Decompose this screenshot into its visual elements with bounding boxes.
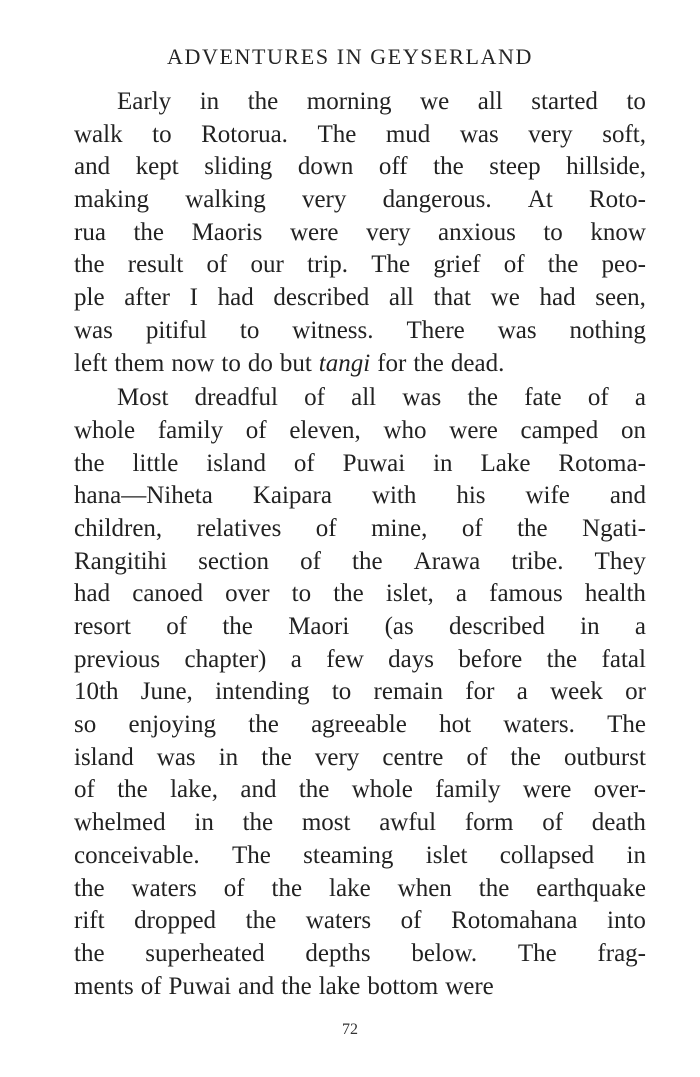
word: in	[194, 809, 214, 837]
word: to	[626, 88, 646, 115]
word: were	[522, 776, 572, 804]
word: remain	[373, 678, 443, 706]
word: outburst	[563, 743, 646, 771]
word: when	[397, 874, 452, 902]
word: for	[377, 349, 407, 377]
word: the	[467, 384, 498, 412]
word: the	[242, 809, 274, 837]
word: a	[455, 580, 468, 608]
text-line	[74, 774, 646, 807]
text-line	[74, 938, 646, 971]
word: in	[580, 613, 600, 640]
word: a	[634, 384, 646, 412]
word: the	[245, 907, 277, 935]
word: the	[74, 874, 105, 902]
word: the	[517, 514, 548, 542]
word: very	[314, 743, 360, 771]
word: witness.	[292, 316, 374, 344]
word: Early	[117, 88, 172, 115]
word: to	[543, 218, 563, 246]
word: rift	[74, 907, 105, 935]
word: very	[301, 186, 347, 214]
word: the	[74, 939, 105, 967]
word: all	[388, 284, 414, 312]
word: below.	[411, 939, 478, 967]
word: of	[466, 743, 488, 771]
word: of	[206, 251, 228, 279]
word: morning	[306, 88, 392, 115]
word: that	[433, 284, 472, 312]
word: mine,	[371, 514, 428, 542]
word: was	[402, 384, 442, 412]
text-line	[74, 382, 646, 415]
word: There	[406, 316, 465, 344]
word: our	[250, 251, 284, 279]
body-text	[74, 86, 646, 1003]
word: ple	[74, 284, 105, 312]
text-line	[74, 151, 646, 184]
text-line	[74, 971, 646, 1004]
word: lake	[329, 874, 371, 902]
word: famous	[489, 580, 563, 608]
text-line	[74, 742, 646, 775]
word: I	[189, 284, 198, 312]
word: fate	[524, 384, 562, 412]
word: Roto-	[588, 186, 646, 214]
word: off	[378, 153, 408, 181]
word: whelmed	[74, 809, 166, 837]
word: enjoying	[128, 711, 216, 739]
word: so	[74, 711, 97, 739]
word: to	[239, 316, 260, 344]
word: June,	[140, 678, 193, 706]
word: of	[587, 384, 609, 412]
word: walk	[74, 120, 123, 148]
word: waters	[131, 874, 197, 902]
word: They	[594, 547, 646, 575]
word: and	[240, 776, 277, 804]
word: of	[400, 907, 422, 935]
word: all	[477, 88, 503, 115]
word: chapter)	[184, 645, 267, 673]
word: was	[459, 120, 499, 148]
word: dropped	[134, 907, 217, 935]
word: 10th	[74, 678, 119, 706]
word: mud	[385, 120, 431, 148]
word: Maori	[288, 613, 350, 640]
word: frag-	[597, 939, 646, 967]
word: of	[74, 776, 95, 804]
word: whole	[351, 776, 413, 804]
word: bottom	[367, 972, 439, 1000]
text-line	[74, 840, 646, 873]
word: awful	[379, 809, 437, 837]
word: in	[626, 841, 646, 869]
word: depths	[305, 939, 371, 967]
word: of	[245, 416, 267, 444]
page-number: 72	[342, 1021, 358, 1038]
word: few	[326, 645, 364, 673]
word: Most	[117, 384, 169, 412]
word: steep	[489, 153, 541, 181]
word: agreeable	[311, 711, 407, 739]
word: children,	[74, 514, 163, 542]
word: of	[140, 972, 162, 1000]
word: the	[247, 88, 279, 115]
word: a	[516, 678, 528, 706]
word: and	[238, 972, 275, 1000]
word: of	[293, 449, 315, 477]
word: camped	[520, 416, 599, 444]
word: down	[297, 153, 354, 181]
text-line	[74, 86, 646, 119]
word: had	[539, 284, 576, 312]
word: health	[584, 580, 646, 608]
word: The	[231, 841, 271, 869]
word: lake,	[170, 776, 218, 804]
word: left	[74, 349, 108, 377]
word: previous	[74, 645, 161, 673]
word: Rotomahana	[451, 907, 578, 935]
word: the	[74, 251, 105, 279]
word: after	[124, 284, 170, 312]
word: we	[490, 284, 520, 312]
word: of	[223, 874, 245, 902]
word: wife	[525, 482, 570, 510]
word: now	[171, 349, 215, 377]
word: had	[74, 580, 111, 608]
word: sliding	[204, 153, 273, 181]
word: resort	[74, 613, 131, 640]
text-line	[74, 119, 646, 152]
text-line	[74, 282, 646, 315]
word: of	[503, 251, 525, 279]
text-line	[74, 611, 646, 644]
running-head: ADVENTURES IN GEYSERLAND	[167, 44, 533, 69]
word: tribe.	[511, 547, 564, 575]
text-line	[74, 217, 646, 250]
word: At	[527, 186, 553, 214]
word: to	[221, 349, 241, 377]
word: result	[127, 251, 184, 279]
word: relatives	[196, 514, 282, 542]
word: Puwai	[342, 449, 406, 477]
word: peo-	[601, 251, 646, 279]
word: the	[478, 874, 510, 902]
word: the	[261, 743, 292, 771]
text-line	[74, 676, 646, 709]
word: intending	[215, 678, 310, 706]
word: The	[517, 939, 557, 967]
word: the	[117, 776, 148, 804]
word: and	[609, 482, 646, 510]
word: hana—Niheta	[74, 482, 213, 510]
text-line	[74, 546, 646, 579]
text-line	[74, 709, 646, 742]
word: nothing	[569, 316, 646, 344]
word: Kaipara	[252, 482, 332, 510]
word: steaming	[303, 841, 394, 869]
word: but	[279, 349, 312, 377]
word: seen,	[595, 284, 646, 312]
word: the	[433, 153, 464, 181]
word: of	[304, 384, 325, 412]
word: in	[218, 743, 239, 771]
word: the	[298, 776, 330, 804]
word: do	[247, 349, 273, 377]
word: had	[217, 284, 254, 312]
word: making	[74, 186, 149, 214]
text-line	[74, 415, 646, 448]
text-line	[74, 448, 646, 481]
word: islet	[425, 841, 468, 869]
word: the	[248, 711, 279, 739]
word: earthquake	[536, 874, 646, 902]
word: ments	[74, 972, 134, 1000]
word: days	[388, 645, 434, 673]
word: in	[199, 88, 220, 115]
word: and	[74, 153, 111, 181]
word: Arawa	[413, 547, 481, 575]
word: to	[152, 120, 172, 148]
word: his	[456, 482, 486, 510]
word: were	[449, 416, 498, 444]
word: was	[156, 743, 196, 771]
word: for	[465, 678, 495, 706]
word: was	[497, 316, 537, 344]
word: all	[351, 384, 377, 412]
text-line	[74, 644, 646, 677]
text-line	[74, 578, 646, 611]
word: Puwai	[168, 972, 232, 1000]
word: soft,	[602, 120, 646, 148]
word: very	[528, 120, 573, 148]
word: island	[74, 743, 134, 771]
word: islet,	[385, 580, 434, 608]
word: to	[291, 580, 312, 608]
word: of	[300, 547, 321, 575]
word: little	[132, 449, 179, 477]
word: the	[352, 547, 383, 575]
word: Maoris	[191, 218, 263, 246]
word: the	[546, 645, 578, 673]
word: The	[371, 251, 411, 279]
word: with	[371, 482, 417, 510]
word: before	[458, 645, 523, 673]
word: dreadful	[194, 384, 278, 412]
word: eleven,	[289, 416, 361, 444]
word: of	[315, 514, 337, 542]
text-line	[74, 249, 646, 282]
word: was	[74, 316, 113, 344]
word: a	[634, 613, 646, 640]
word: hot	[439, 711, 472, 739]
text-line	[74, 873, 646, 906]
text-line	[74, 480, 646, 513]
word: week	[550, 678, 603, 706]
word: the	[333, 580, 364, 608]
word: most	[301, 809, 351, 837]
text-line	[74, 348, 646, 381]
word: were	[445, 972, 494, 1000]
word: to	[331, 678, 352, 706]
word: death	[591, 809, 646, 837]
word: (as	[384, 613, 414, 640]
word: described	[449, 613, 545, 640]
word: we	[420, 88, 450, 115]
word: trip.	[307, 251, 349, 279]
word: dead.	[450, 349, 505, 377]
word: over-	[593, 776, 646, 804]
word: the	[547, 251, 579, 279]
word: form	[464, 809, 514, 837]
word: the	[271, 874, 303, 902]
word: the	[281, 972, 312, 1000]
word: were	[289, 218, 339, 246]
word: of	[542, 809, 564, 837]
word: family	[157, 416, 224, 444]
word: of	[461, 514, 483, 542]
word: the	[510, 743, 541, 771]
word: waters.	[503, 711, 575, 739]
word: centre	[382, 743, 444, 771]
word: conceivable.	[74, 841, 200, 869]
word: The	[607, 711, 646, 739]
text-line	[74, 184, 646, 217]
word: who	[383, 416, 427, 444]
word: whole	[74, 416, 136, 444]
word: Rotoma-	[558, 449, 646, 477]
word: hillside,	[566, 153, 646, 181]
word: or	[625, 678, 646, 706]
word: described	[273, 284, 370, 312]
word: a	[290, 645, 302, 673]
word: pitiful	[145, 316, 207, 344]
word: in	[433, 449, 453, 477]
text-line	[74, 513, 646, 546]
word: waters	[305, 907, 372, 935]
word: on	[620, 416, 646, 444]
word: Rangitihi	[74, 547, 168, 575]
word: superheated	[145, 939, 265, 967]
text-line	[74, 905, 646, 938]
word: over	[225, 580, 270, 608]
word: lake	[318, 972, 361, 1000]
word: fatal	[601, 645, 646, 673]
word: the	[133, 218, 165, 246]
text-line	[74, 807, 646, 840]
word: family	[435, 776, 501, 804]
word: section	[198, 547, 269, 575]
word: very	[366, 218, 411, 246]
word: Ngati-	[582, 514, 646, 542]
word: Rotorua.	[201, 120, 288, 148]
word: collapsed	[499, 841, 595, 869]
word: kept	[135, 153, 179, 181]
text-line	[74, 315, 646, 348]
word: into	[607, 907, 646, 935]
word: anxious	[438, 218, 516, 246]
word: rua	[74, 218, 106, 246]
word: tangi	[318, 349, 371, 377]
word: know	[590, 218, 646, 246]
word: canoed	[132, 580, 204, 608]
word: of	[166, 613, 188, 640]
word: grief	[433, 251, 481, 279]
word: started	[531, 88, 598, 115]
word: dangerous.	[382, 186, 492, 214]
word: the	[222, 613, 253, 640]
word: island	[206, 449, 266, 477]
word: walking	[185, 186, 266, 214]
word: The	[317, 120, 357, 148]
word: Lake	[480, 449, 531, 477]
word: them	[114, 349, 165, 377]
word: the	[413, 349, 444, 377]
word: the	[74, 449, 105, 477]
